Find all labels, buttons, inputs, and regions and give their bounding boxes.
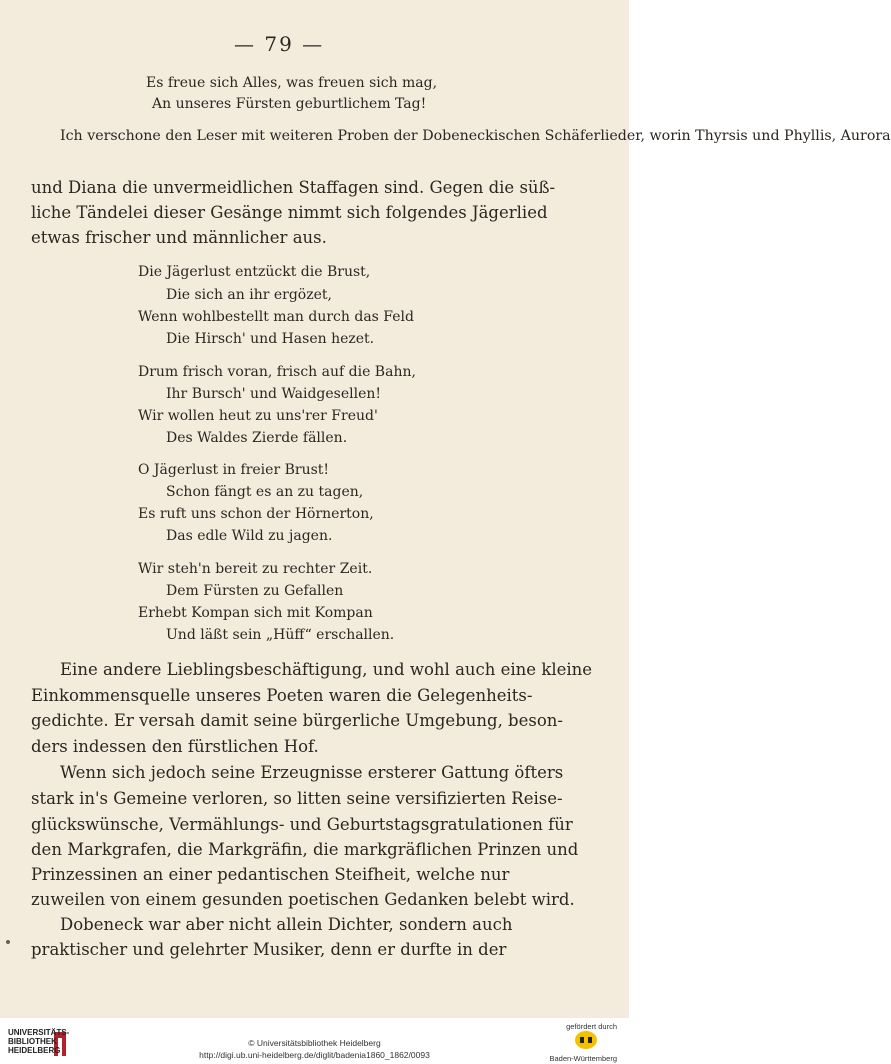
- page-number: — 79 —: [234, 32, 325, 56]
- sponsor-name: Baden-Württemberg: [549, 1054, 617, 1063]
- verse-line: Das edle Wild zu jagen.: [166, 528, 333, 544]
- paragraph-line: Ich verschone den Leser mit weiteren Proben der Dobeneckischen Schäferlieder, worin Thyrsis und Phyllis, Aurora: [60, 128, 891, 144]
- verse-line: An unseres Fürsten geburtlichem Tag!: [152, 96, 427, 112]
- verse-line: Die sich an ihr ergözet,: [166, 287, 332, 303]
- paragraph-line: glückswünsche, Vermählungs- und Geburtstagsgratulationen für: [31, 815, 573, 834]
- verse-line: Und läßt sein „Hüff“ erschallen.: [166, 627, 395, 643]
- verse-line: Die Hirsch' und Hasen hezet.: [166, 331, 375, 347]
- verse-line: Drum frisch voran, frisch auf die Bahn,: [138, 364, 416, 380]
- footer-bar: [0, 1018, 629, 1064]
- paragraph-line: Einkommensquelle unseres Poeten waren die Gelegenheits-: [31, 686, 533, 705]
- paragraph-line: den Markgrafen, die Markgräfin, die markgräflichen Prinzen und: [31, 840, 579, 859]
- paragraph-line: und Diana die unvermeidlichen Staffagen sind. Gegen die süß-: [31, 178, 556, 197]
- paragraph-line: Prinzessinen an einer pedantischen Steifheit, welche nur: [31, 865, 510, 884]
- copyright-notice: © Universitätsbibliothek Heidelberg: [248, 1038, 381, 1048]
- paragraph-line: gedichte. Er versah damit seine bürgerliche Umgebung, beson-: [31, 711, 563, 730]
- paragraph-line: etwas frischer und männlicher aus.: [31, 228, 327, 247]
- verse-line: Es freue sich Alles, was freuen sich mag,: [146, 75, 438, 91]
- baden-wuerttemberg-logo-icon: [574, 1030, 598, 1050]
- verse-line: Ihr Bursch' und Waidgesellen!: [166, 386, 382, 402]
- sponsor-label: gefördert durch: [566, 1022, 617, 1031]
- paragraph-line: liche Tändelei dieser Gesänge nimmt sich folgendes Jägerlied: [31, 203, 548, 222]
- verse-line: Wir steh'n bereit zu rechter Zeit.: [138, 561, 373, 577]
- paragraph-line: praktischer und gelehrter Musiker, denn er durfte in der: [31, 940, 507, 959]
- paragraph-line: stark in's Gemeine verloren, so litten seine versifizierten Reise-: [31, 789, 563, 808]
- permalink[interactable]: http://digi.ub.uni-heidelberg.de/diglit/badenia1860_1862/0093: [199, 1050, 430, 1060]
- ink-speck: [6, 940, 10, 944]
- library-name-line-2: BIBLIOTHEK: [8, 1037, 57, 1046]
- verse-line: Wir wollen heut zu uns'rer Freud': [138, 408, 378, 424]
- verse-line: Es ruft uns schon der Hörnerton,: [138, 506, 374, 522]
- library-name-line-1: UNIVERSITÄTS-: [8, 1028, 70, 1037]
- verse-line: Erhebt Kompan sich mit Kompan: [138, 605, 373, 621]
- paragraph-line: zuweilen von einem gesunden poetischen Gedanken belebt wird.: [31, 890, 575, 909]
- paragraph-line: Dobeneck war aber nicht allein Dichter, sondern auch: [60, 915, 513, 934]
- verse-line: Die Jägerlust entzückt die Brust,: [138, 264, 371, 280]
- paragraph-line: ders indessen den fürstlichen Hof.: [31, 737, 319, 756]
- verse-line: O Jägerlust in freier Brust!: [138, 462, 330, 478]
- verse-line: Des Waldes Zierde fällen.: [166, 430, 348, 446]
- verse-line: Wenn wohlbestellt man durch das Feld: [138, 309, 414, 325]
- paragraph-line: Eine andere Lieblingsbeschäftigung, und wohl auch eine kleine: [60, 660, 593, 679]
- verse-line: Schon fängt es an zu tagen,: [166, 484, 364, 500]
- paragraph-line: Wenn sich jedoch seine Erzeugnisse ersterer Gattung öfters: [60, 763, 564, 782]
- verse-line: Dem Fürsten zu Gefallen: [166, 583, 344, 599]
- library-name-line-3: HEIDELBERG: [8, 1046, 61, 1055]
